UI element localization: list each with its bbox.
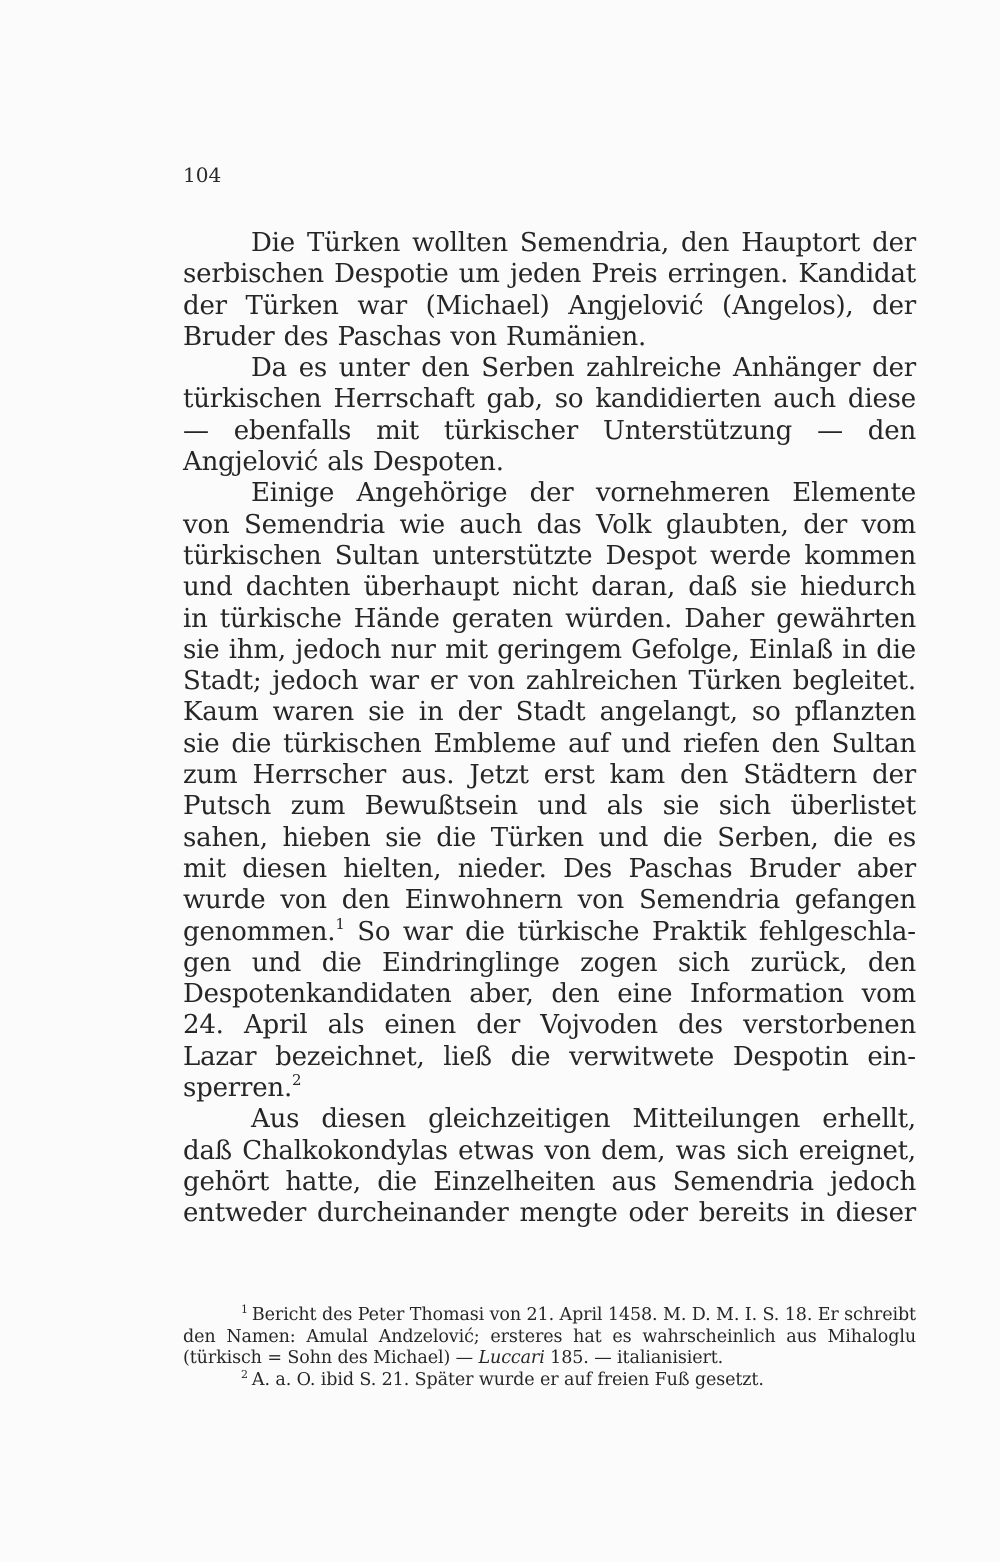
footnote-2 bbox=[183, 1367, 916, 1392]
footnote-text: A. a. O. ibid S. 21. Später wurde er auf freien Fuß gesetzt. bbox=[251, 1369, 764, 1390]
paragraph-3 bbox=[183, 478, 916, 1104]
footnote-1 bbox=[183, 1305, 916, 1370]
paragraph-text: Die Türken wollten Semendria, den Hauptort der serbischen Despotie um jeden Preis erringen. Kandidat der Türken war (Michael) Angjelović (Angelos), der Bruder des Paschas von Rumänien. bbox=[183, 228, 916, 352]
footnote-reference-2[interactable]: 2 bbox=[292, 1071, 302, 1090]
footnote-reference-1[interactable]: 1 bbox=[335, 914, 345, 933]
footnote-text: 185. — italianisiert. bbox=[544, 1348, 724, 1368]
paragraph-text: Aus diesen gleichzeitigen Mitteilungen erhellt, daß Chalkokondylas etwas von dem, was sich ereignet, gehört hatte, die Einzelheiten aus Semendria jedoch entweder durcheinander mengte oder bereits in dieser bbox=[183, 1104, 916, 1229]
footnote-mark: 2 bbox=[241, 1367, 248, 1381]
paragraph-1 bbox=[183, 228, 916, 353]
paragraph-text: Da es unter den Serben zahlreiche Anhänger der türkischen Herrschaft gab, so kandidierten auch diese — ebenfalls mit türkischer Unterstützung — den Angjelović als Despoten. bbox=[183, 353, 916, 478]
footnotes bbox=[183, 1305, 916, 1391]
paragraph-2 bbox=[183, 353, 916, 478]
paragraph-text: So war die türkische Praktik fehlgeschlagen und die Eindringlinge zogen sich zurück, den Despotenkandidaten aber, den eine Information vom 24. April als einen der Vojvoden des verstorbenen Lazar bezeichnet, ließ die verwitwete Despotin einsperren. bbox=[183, 916, 916, 1104]
footnote-text: Bericht des Peter Thomasi von 21. April 1458. M. D. M. I. S. 18. Er schreibt den Namen: Amulal Andzelović; ersteres hat es wahrscheinlich aus Mihaloglu (türkisch = Sohn des Michael) — bbox=[183, 1305, 916, 1368]
page-number: 104 bbox=[183, 163, 222, 187]
paragraph-4 bbox=[183, 1104, 916, 1229]
footnote-mark: 1 bbox=[241, 1303, 248, 1316]
paragraph-text: Einige Angehörige der vornehmeren Elemente von Semendria wie auch das Volk glaubten, der vom türkischen Sultan unterstützte Despot werde kommen und dachten überhaupt nicht daran, daß sie hiedurch in türkische Hände geraten würden. Daher gewährten sie ihm, jedoch nur mit geringem Gefolge, Einlaß in die Stadt; jedoch war er von zahlreichen Türken begleitet. Kaum waren sie in der Stadt angelangt, so pflanzten sie die türkischen Embleme auf und riefen den Sultan zum Herrscher aus. Jetzt erst kam den Städtern der Putsch zum Bewußtsein und als sie sich überlistet sahen, hieben sie die Türken und die Serben, die es mit diesen hielten, nieder. Des Paschas Bruder aber wurde von den Einwohnern von Semendria gefangen genommen. bbox=[183, 478, 916, 947]
main-text bbox=[183, 228, 916, 1230]
footnote-italic-author: Luccari bbox=[478, 1348, 545, 1368]
